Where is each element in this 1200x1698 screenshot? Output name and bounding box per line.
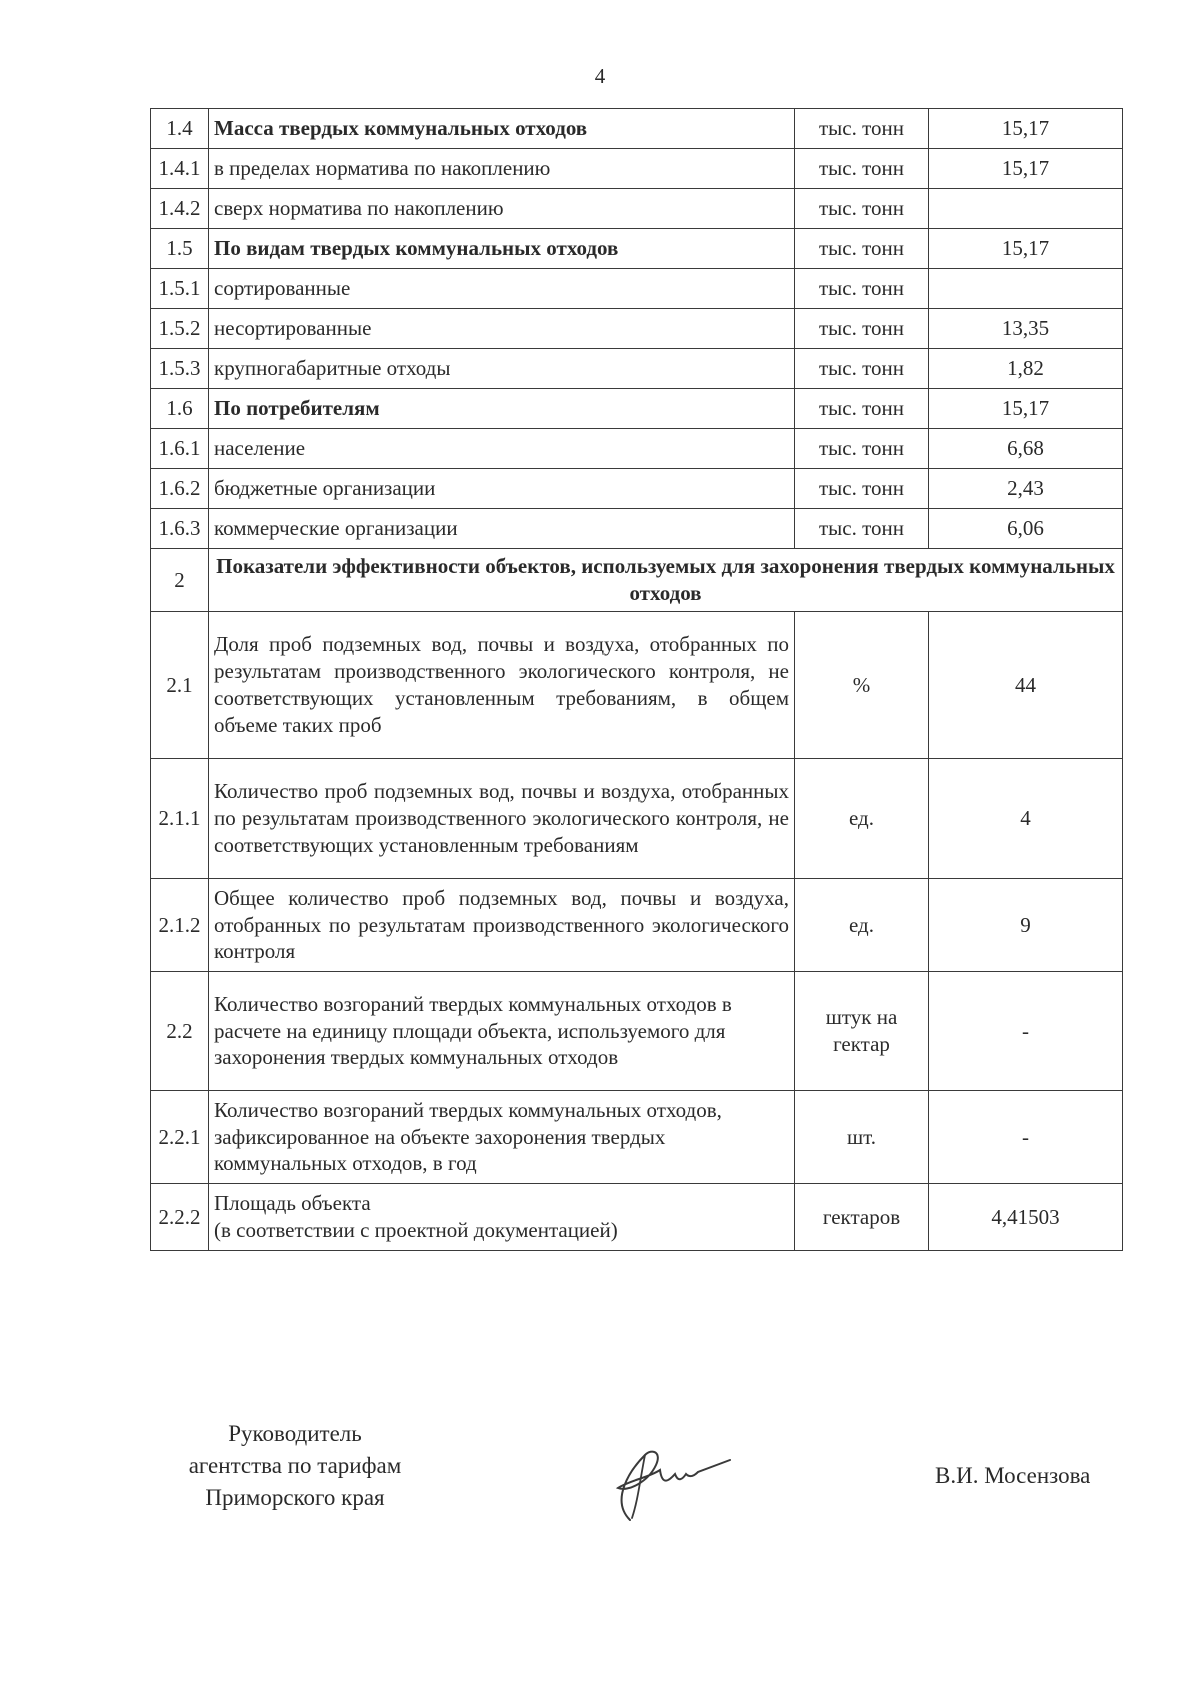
row-unit: тыс. тонн	[795, 469, 929, 509]
row-name: По потребителям	[209, 389, 795, 429]
row-name: коммерческие организации	[209, 509, 795, 549]
signatory-position-line: Руководитель	[228, 1421, 362, 1446]
row-number: 1.6.1	[151, 429, 209, 469]
row-name-multiline	[209, 1184, 795, 1251]
table-row	[151, 189, 1123, 229]
row-unit: тыс. тонн	[795, 109, 929, 149]
indicators-table	[150, 108, 1123, 1251]
row-unit: тыс. тонн	[795, 309, 929, 349]
row-number: 1.5	[151, 229, 209, 269]
table-row	[151, 1184, 1123, 1251]
table-row	[151, 269, 1123, 309]
row-unit: гектаров	[795, 1184, 929, 1251]
row-number: 2.1	[151, 612, 209, 759]
row-name: крупногабаритные отходы	[209, 349, 795, 389]
table-row	[151, 429, 1123, 469]
row-value: 2,43	[929, 469, 1123, 509]
row-unit: ед.	[795, 879, 929, 972]
row-number: 1.5.3	[151, 349, 209, 389]
table-row	[151, 389, 1123, 429]
signatory-position-line: агентства по тарифам	[188, 1453, 402, 1479]
row-unit: тыс. тонн	[795, 149, 929, 189]
row-unit: ед.	[795, 759, 929, 879]
table-row	[151, 759, 1123, 879]
table-row	[151, 972, 1123, 1091]
row-value: 15,17	[929, 389, 1123, 429]
row-number: 1.5.2	[151, 309, 209, 349]
row-name: По видам твердых коммунальных отходов	[209, 229, 795, 269]
row-unit: штук на гектар	[795, 972, 929, 1091]
row-name: несортированные	[209, 309, 795, 349]
row-number: 1.4	[151, 109, 209, 149]
row-value: 15,17	[929, 109, 1123, 149]
row-name: население	[209, 429, 795, 469]
row-name-line: (в соответствии с проектной документацией)	[214, 1218, 618, 1242]
signatory-position-line: Приморского края	[205, 1485, 385, 1511]
row-value: 6,68	[929, 429, 1123, 469]
row-name: сортированные	[209, 269, 795, 309]
row-name: Доля проб подземных вод, почвы и воздуха, отобранных по результатам производственного экологического контроля, не соответствующих установленным требованиям, в общем объеме таких проб	[209, 612, 795, 759]
row-unit: тыс. тонн	[795, 349, 929, 389]
page-number: 4	[594, 64, 606, 88]
row-number: 1.6.2	[151, 469, 209, 509]
row-number: 2.2.2	[151, 1184, 209, 1251]
row-value: 15,17	[929, 149, 1123, 189]
row-name: в пределах норматива по накоплению	[209, 149, 795, 189]
row-unit: %	[795, 612, 929, 759]
row-number: 2.1.2	[151, 879, 209, 972]
row-unit: тыс. тонн	[795, 189, 929, 229]
row-unit: тыс. тонн	[795, 389, 929, 429]
signatory-name: В.И. Мосензова	[935, 1463, 1091, 1488]
row-value: 9	[929, 879, 1123, 972]
row-number: 1.4.2	[151, 189, 209, 229]
handwritten-signature	[590, 1430, 740, 1530]
row-number: 2.2.1	[151, 1091, 209, 1184]
signatory-position	[150, 1418, 440, 1515]
row-number: 1.6	[151, 389, 209, 429]
section-title: Показатели эффективности объектов, используемых для захоронения твердых коммунальных отходов	[209, 549, 1123, 612]
row-name-line: Площадь объекта	[214, 1191, 371, 1216]
table-row	[151, 309, 1123, 349]
row-value: 1,82	[929, 349, 1123, 389]
row-name: сверх норматива по накоплению	[209, 189, 795, 229]
row-value: 44	[929, 612, 1123, 759]
row-number: 2.1.1	[151, 759, 209, 879]
table-row	[151, 509, 1123, 549]
row-value: -	[929, 972, 1123, 1091]
row-unit: тыс. тонн	[795, 429, 929, 469]
table-row	[151, 349, 1123, 389]
row-value: 6,06	[929, 509, 1123, 549]
row-value: 13,35	[929, 309, 1123, 349]
row-unit: тыс. тонн	[795, 509, 929, 549]
table-row	[151, 229, 1123, 269]
section-header-row	[151, 549, 1123, 612]
table-row	[151, 469, 1123, 509]
row-unit: тыс. тонн	[795, 269, 929, 309]
row-name: бюджетные организации	[209, 469, 795, 509]
row-number: 1.4.1	[151, 149, 209, 189]
row-value: 15,17	[929, 229, 1123, 269]
row-value: -	[929, 1091, 1123, 1184]
row-number: 1.6.3	[151, 509, 209, 549]
row-number: 1.5.1	[151, 269, 209, 309]
row-value	[929, 189, 1123, 229]
row-name: Общее количество проб подземных вод, почвы и воздуха, отобранных по результатам производственного экологического контроля	[209, 879, 795, 972]
table-row	[151, 879, 1123, 972]
row-number: 2.2	[151, 972, 209, 1091]
row-value: 4	[929, 759, 1123, 879]
table-row	[151, 149, 1123, 189]
row-name: Количество возгораний твердых коммунальных отходов в расчете на единицу площади объекта, используемого для захоронения твердых коммунальных отходов	[209, 972, 795, 1091]
row-name: Масса твердых коммунальных отходов	[209, 109, 795, 149]
table-row	[151, 612, 1123, 759]
row-unit: тыс. тонн	[795, 229, 929, 269]
row-unit: шт.	[795, 1091, 929, 1184]
table-row	[151, 109, 1123, 149]
row-name: Количество проб подземных вод, почвы и воздуха, отобранных по результатам производственного экологического контроля, не соответствующих установленным требованиям	[209, 759, 795, 879]
row-name: Количество возгораний твердых коммунальных отходов, зафиксированное на объекте захоронения твердых коммунальных отходов, в год	[209, 1091, 795, 1184]
row-value	[929, 269, 1123, 309]
section-number: 2	[151, 549, 209, 612]
table-row	[151, 1091, 1123, 1184]
row-value: 4,41503	[929, 1184, 1123, 1251]
